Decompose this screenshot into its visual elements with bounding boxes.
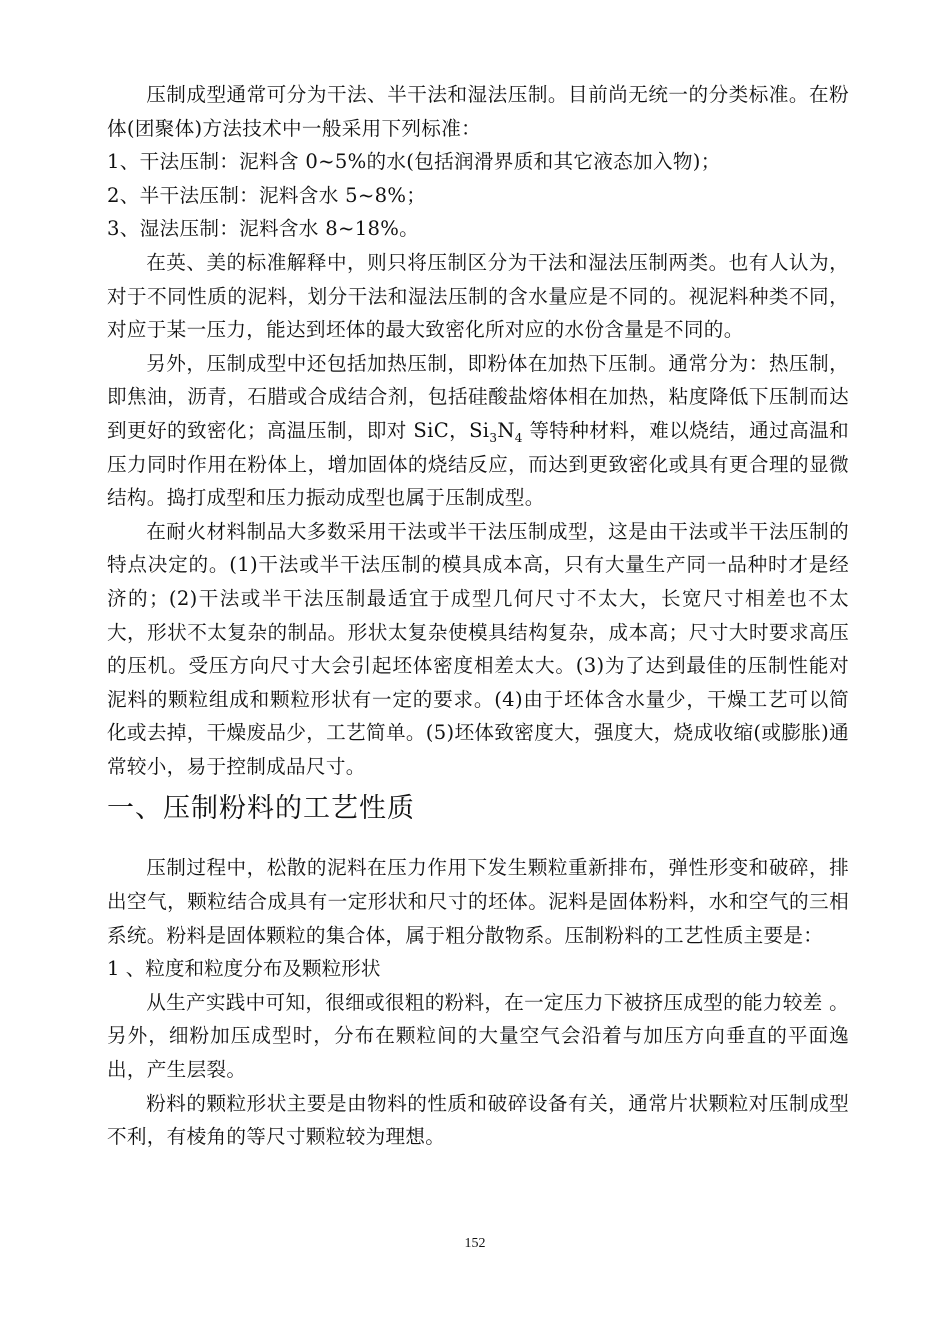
hot-pressing-text-after: 等特种材料，难以烧结，通过高温和压力同时作用在粉体上，增加固体的烧结反应，而达到更致密化或具有更合理的显微结构。捣打成型和压力振动成型也属于压制成型。 — [107, 418, 850, 510]
heading-spacer — [107, 829, 849, 851]
hot-pressing-text-before: 另外，压制成型中还包括加热压制，即粉体在加热下压制。通常分为：热压制，即焦油，沥青，石腊或合成结合剂，包括硅酸盐熔体相在加热，粘度降低下压制而达到更好的致密化；高温压制，即对 SiC，Si — [107, 351, 849, 442]
formula-subscript-3: 3 — [489, 430, 498, 445]
section-heading: 一、压制粉料的工艺性质 — [107, 793, 415, 825]
paragraph-refractory: 在耐火材料制品大多数采用干法或半干法压制成型，这是由干法或半干法压制的特点决定的。(1)干法或半干法压制的模具成本高，只有大量生产同一品种时才是经济的；(2)干法或半干法压制最适宜于成型几何尺寸不太大，长宽尺寸相差也不太大，形状不太复杂的制品。形状太复杂使模具结构复杂，成本高；尺寸大时要求高压的压机。受压方向尺寸大会引起坯体密度相差太大。(3)为了达到最佳的压制性能对泥料的颗粒组成和颗粒形状有一定的要求。(4)由于坯体含水量少，干燥工艺可以简化或去掉，干燥废品少，工艺简单。(5)坯体致密度大，强度大，烧成收缩(或膨胀)通常较小，易于控制成品尺寸。 — [107, 519, 849, 778]
list-item-semi-dry-pressing: 2、半干法压制：泥料含水 5~8%； — [107, 183, 427, 207]
paragraph-pressing-process: 压制过程中，松散的泥料在压力作用下发生颗粒重新排布，弹性形变和破碎，排出空气，颗粒结合成具有一定形状和尺寸的坯体。泥料是固体粉料，水和空气的三相系统。粉料是固体颗粒的集合体，属于粗分散物系。压制粉料的工艺性质主要是： — [107, 856, 849, 947]
list-item-dry-pressing: 1、干法压制：泥料含 0~5%的水(包括润滑界质和其它液态加入物)； — [107, 150, 721, 174]
page-number: 152 — [464, 1236, 486, 1251]
paragraph-particle-shape: 粉料的颗粒形状主要是由物料的性质和破碎设备有关，通常片状颗粒对压制成型不利，有棱角的等尺寸颗粒较为理想。 — [107, 1091, 849, 1149]
list-item-wet-pressing: 3、湿法压制：泥料含水 8~18%。 — [107, 217, 420, 241]
paragraph-standards: 在英、美的标准解释中，则只将压制区分为干法和湿法压制两类。也有人认为，对于不同性质的泥料，划分干法和湿法压制的含水量应是不同的。视泥料种类不同，对应于某一压力，能达到坯体的最大致密化所对应的水份含量是不同的。 — [107, 250, 849, 342]
paragraph-particle-size: 从生产实践中可知，很细或很粗的粉料，在一定压力下被挤压成型的能力较差 。另外，细粉加压成型时，分布在颗粒间的大量空气会沿着与加压方向垂直的平面逸出，产生层裂。 — [107, 990, 849, 1082]
subheading-particle-size: 1 、粒度和粒度分布及颗粒形状 — [107, 957, 381, 981]
formula-subscript-4: 4 — [514, 430, 523, 445]
paragraph-hot-pressing — [107, 347, 849, 515]
paragraph-intro: 压制成型通常可分为干法、半干法和湿法压制。目前尚无统一的分类标准。在粉体(团聚体)方法技术中一般采用下列标准： — [107, 83, 849, 140]
document-page — [107, 78, 849, 1154]
formula-n: N — [497, 418, 515, 442]
